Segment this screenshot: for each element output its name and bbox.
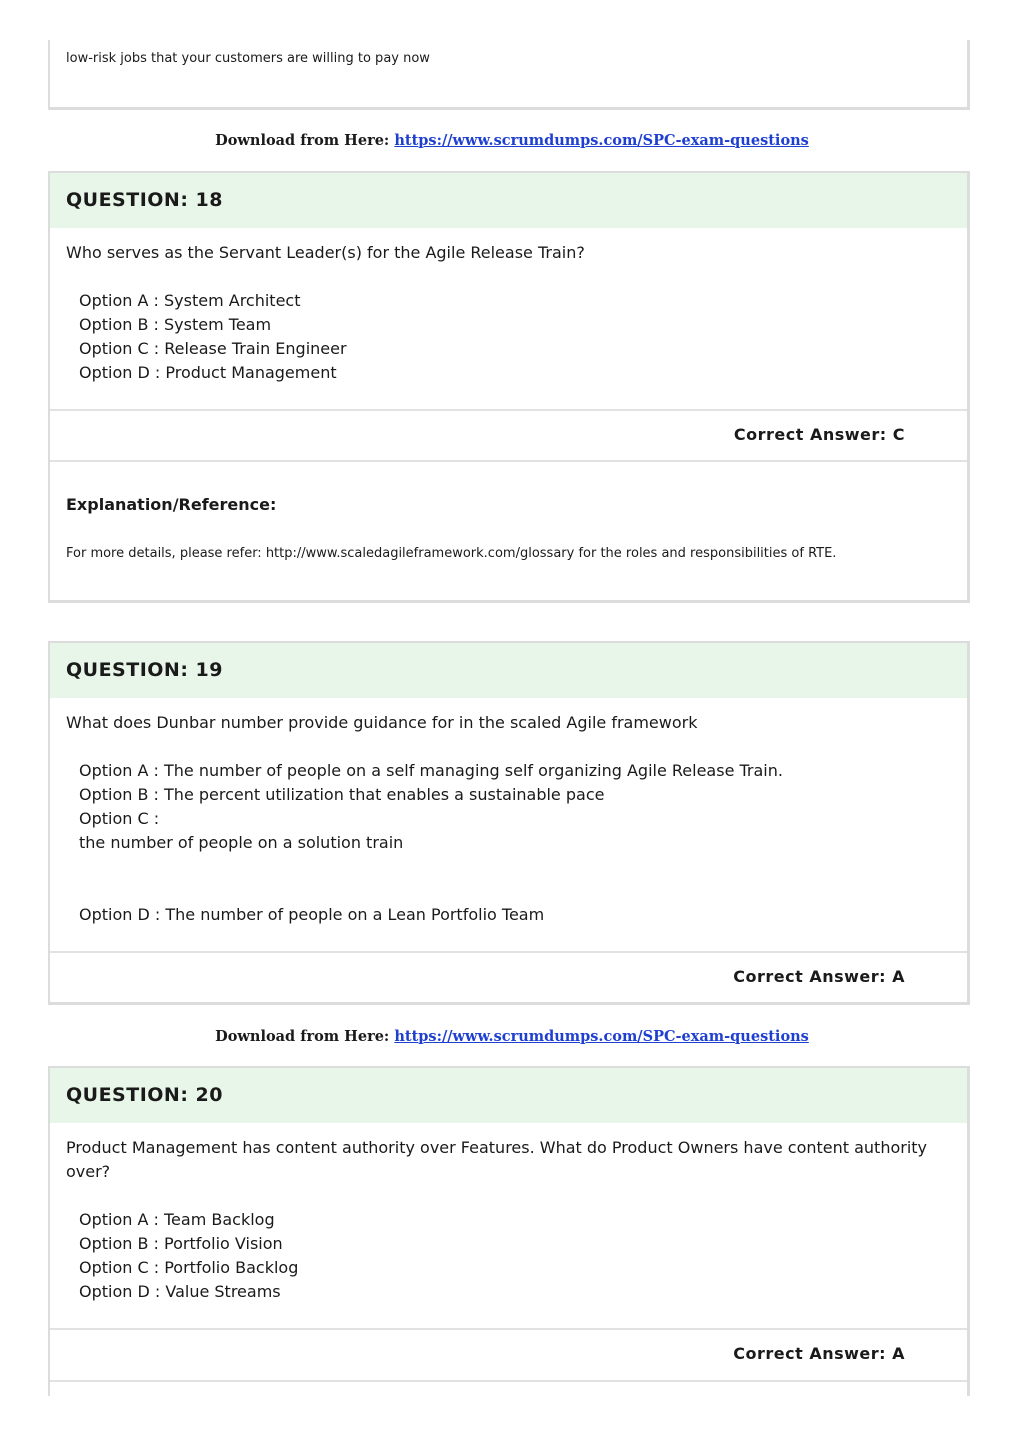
option-c: Option C : Release Train Engineer xyxy=(79,339,347,358)
correct-answer: Correct Answer: A xyxy=(733,967,905,986)
download-banner xyxy=(0,1027,1024,1047)
divider xyxy=(50,1328,967,1330)
explanation-text: For more details, please refer: http://www.scaledagileframework.com/glossary for the roles and responsibilities of RTE. xyxy=(66,546,837,561)
download-link[interactable]: https://www.scrumdumps.com/SPC-exam-questions xyxy=(394,132,809,149)
option-d: Option D : Product Management xyxy=(79,363,337,382)
divider xyxy=(50,1380,967,1382)
question-card-18 xyxy=(48,171,970,603)
option-c: Option C : xyxy=(79,809,160,828)
option-b: Option B : The percent utilization that enables a sustainable pace xyxy=(79,785,605,804)
question-title: QUESTION: 20 xyxy=(50,1068,967,1123)
correct-answer: Correct Answer: C xyxy=(733,425,905,444)
option-b: Option B : Portfolio Vision xyxy=(79,1234,283,1253)
previous-question-fragment xyxy=(48,40,970,110)
correct-answer: Correct Answer: A xyxy=(733,1344,905,1363)
explanation-title: Explanation/Reference: xyxy=(66,495,277,514)
download-label: Download from Here: xyxy=(215,1028,390,1045)
question-title: QUESTION: 18 xyxy=(50,173,967,228)
download-label: Download from Here: xyxy=(215,132,390,149)
question-text: What does Dunbar number provide guidance for in the scaled Agile framework xyxy=(66,713,698,732)
download-link[interactable]: https://www.scrumdumps.com/SPC-exam-questions xyxy=(394,1028,809,1045)
divider xyxy=(50,409,967,411)
blank-line xyxy=(79,879,947,903)
option-a: Option A : System Architect xyxy=(79,291,301,310)
question-text: Who serves as the Servant Leader(s) for the Agile Release Train? xyxy=(66,243,585,262)
fragment-text: low-risk jobs that your customers are willing to pay now xyxy=(66,51,430,66)
option-c-continued: the number of people on a solution train xyxy=(79,833,404,852)
option-b: Option B : System Team xyxy=(79,315,272,334)
option-d: Option D : The number of people on a Lean Portfolio Team xyxy=(79,905,545,924)
download-banner xyxy=(0,131,1024,151)
divider xyxy=(50,460,967,462)
option-d: Option D : Value Streams xyxy=(79,1282,281,1301)
option-a: Option A : Team Backlog xyxy=(79,1210,275,1229)
options-list xyxy=(79,759,947,927)
options-list xyxy=(79,1208,947,1304)
divider xyxy=(50,951,967,953)
option-c: Option C : Portfolio Backlog xyxy=(79,1258,299,1277)
options-list xyxy=(79,289,947,385)
question-card-20 xyxy=(48,1066,970,1396)
blank-line xyxy=(79,855,947,879)
question-text: Product Management has content authority over Features. What do Product Owners have content authority over? xyxy=(66,1138,928,1181)
question-card-19 xyxy=(48,641,970,1005)
question-title: QUESTION: 19 xyxy=(50,643,967,698)
option-a: Option A : The number of people on a self managing self organizing Agile Release Train. xyxy=(79,761,783,780)
